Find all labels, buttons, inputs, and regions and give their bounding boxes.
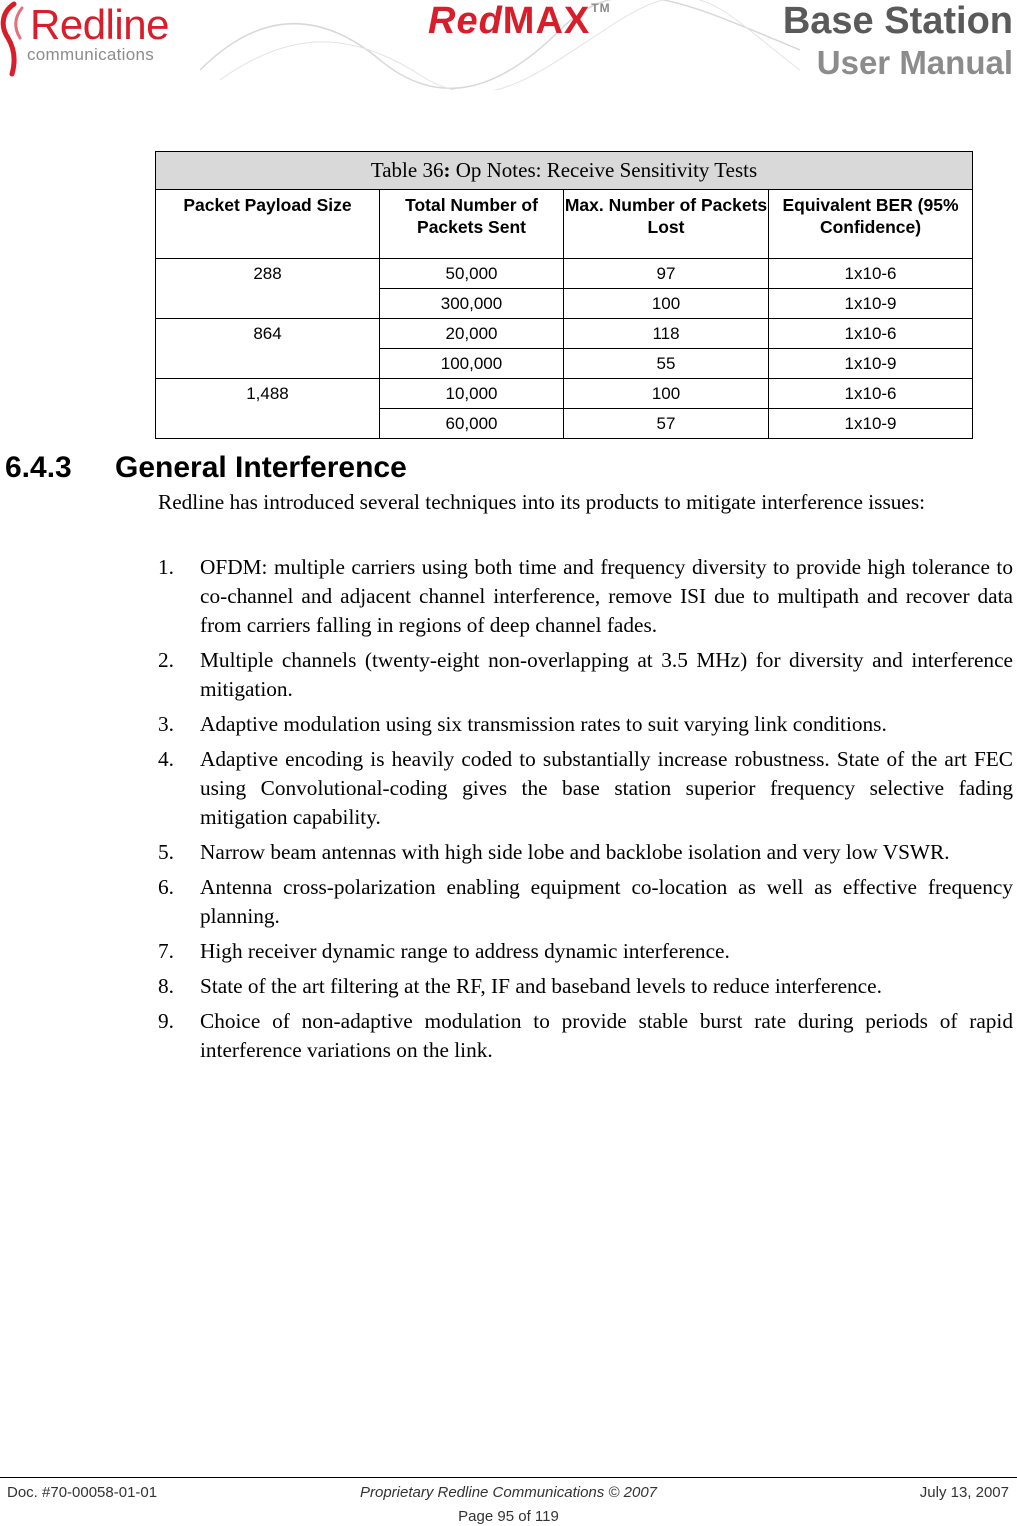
product-name-red: Red	[428, 0, 503, 42]
list-item	[158, 937, 1013, 966]
list-number: 4.	[158, 747, 174, 771]
product-name	[428, 2, 611, 40]
trademark: TM	[591, 1, 611, 15]
col-header-lost: Max. Number of Packets Lost	[564, 190, 769, 259]
payload-cell: 864	[156, 319, 380, 379]
section-number: 6.4.3	[5, 451, 72, 484]
header-title: Base Station	[782, 0, 1013, 42]
payload-cell: 1,488	[156, 379, 380, 439]
sent-cell: 60,000	[380, 409, 564, 439]
sent-cell: 50,000	[380, 259, 564, 289]
list-text: High receiver dynamic range to address dynamic interference.	[200, 939, 730, 963]
list-text: Adaptive modulation using six transmission rates to suit varying link conditions.	[200, 712, 887, 736]
ber-cell: 1x10-9	[769, 349, 973, 379]
col-header-payload: Packet Payload Size	[156, 190, 380, 259]
list-number: 1.	[158, 555, 174, 579]
sensitivity-table	[155, 151, 973, 439]
list-item	[158, 646, 1013, 704]
ber-cell: 1x10-6	[769, 379, 973, 409]
list-item	[158, 553, 1013, 640]
list-item	[158, 838, 1013, 867]
list-number: 3.	[158, 712, 174, 736]
redline-logo-swoosh-icon	[0, 0, 34, 80]
sent-cell: 100,000	[380, 349, 564, 379]
table-row	[156, 379, 973, 409]
footer-proprietary: Proprietary Redline Communications © 2007	[359, 1484, 658, 1501]
list-text: OFDM: multiple carriers using both time and frequency diversity to provide high tolerance to co-channel and adjacent channel interference, remove ISI due to multipath and recover data from carriers falling in regions of deep channel fades.	[200, 555, 1013, 637]
lost-cell: 100	[564, 289, 769, 319]
ber-cell: 1x10-6	[769, 319, 973, 349]
list-item	[158, 972, 1013, 1001]
table-row	[156, 319, 973, 349]
list-text: Antenna cross-polarization enabling equipment co-location as well as effective frequency planning.	[200, 875, 1013, 928]
sent-cell: 300,000	[380, 289, 564, 319]
section-intro: Redline has introduced several techniques into its products to mitigate interference issues:	[158, 490, 926, 514]
ber-cell: 1x10-9	[769, 289, 973, 319]
sent-cell: 20,000	[380, 319, 564, 349]
footer-date: July 13, 2007	[919, 1484, 1009, 1501]
table-caption-text: Op Notes: Receive Sensitivity Tests	[450, 158, 758, 182]
footer-divider	[0, 1477, 1017, 1478]
lost-cell: 97	[564, 259, 769, 289]
sent-cell: 10,000	[380, 379, 564, 409]
list-item	[158, 1007, 1013, 1065]
lost-cell: 57	[564, 409, 769, 439]
footer-doc-number: Doc. #70-00058-01-01	[7, 1484, 158, 1501]
col-header-ber: Equivalent BER (95% Confidence)	[769, 190, 973, 259]
list-text: State of the art filtering at the RF, IF and baseband levels to reduce interference.	[200, 974, 882, 998]
lost-cell: 118	[564, 319, 769, 349]
list-number: 5.	[158, 840, 174, 864]
product-name-max: MAX	[502, 0, 591, 42]
lost-cell: 55	[564, 349, 769, 379]
table-row	[156, 259, 973, 289]
ber-cell: 1x10-6	[769, 259, 973, 289]
technique-list	[158, 553, 1013, 1071]
lost-cell: 100	[564, 379, 769, 409]
table-caption-number: Table 36	[370, 158, 444, 182]
payload-cell: 288	[156, 259, 380, 319]
list-item	[158, 745, 1013, 832]
logo-wordmark: Redline	[30, 1, 169, 48]
col-header-sent: Total Number of Packets Sent	[380, 190, 564, 259]
list-number: 9.	[158, 1009, 174, 1033]
section-title: General Interference	[115, 451, 407, 484]
list-number: 7.	[158, 939, 174, 963]
list-text: Choice of non-adaptive modulation to provide stable burst rate during periods of rapid interference variations on the link.	[200, 1009, 1013, 1062]
section-heading	[5, 450, 407, 486]
list-number: 6.	[158, 875, 174, 899]
list-text: Adaptive encoding is heavily coded to substantially increase robustness. State of the art FEC using Convolutional-coding gives the base station superior frequency selective fading mitigation capability.	[200, 747, 1013, 829]
list-item	[158, 873, 1013, 931]
table-caption	[156, 152, 973, 190]
logo-subtitle: communications	[27, 45, 155, 64]
header-subtitle: User Manual	[816, 44, 1013, 81]
list-text: Narrow beam antennas with high side lobe and backlobe isolation and very low VSWR.	[200, 840, 950, 864]
footer-page-number: Page 95 of 119	[458, 1508, 559, 1525]
list-number: 8.	[158, 974, 174, 998]
list-number: 2.	[158, 648, 174, 672]
ber-cell: 1x10-9	[769, 409, 973, 439]
list-item	[158, 710, 1013, 739]
list-text: Multiple channels (twenty-eight non-overlapping at 3.5 MHz) for diversity and interference mitigation.	[200, 648, 1013, 701]
table-caption-sep: :	[443, 158, 451, 182]
